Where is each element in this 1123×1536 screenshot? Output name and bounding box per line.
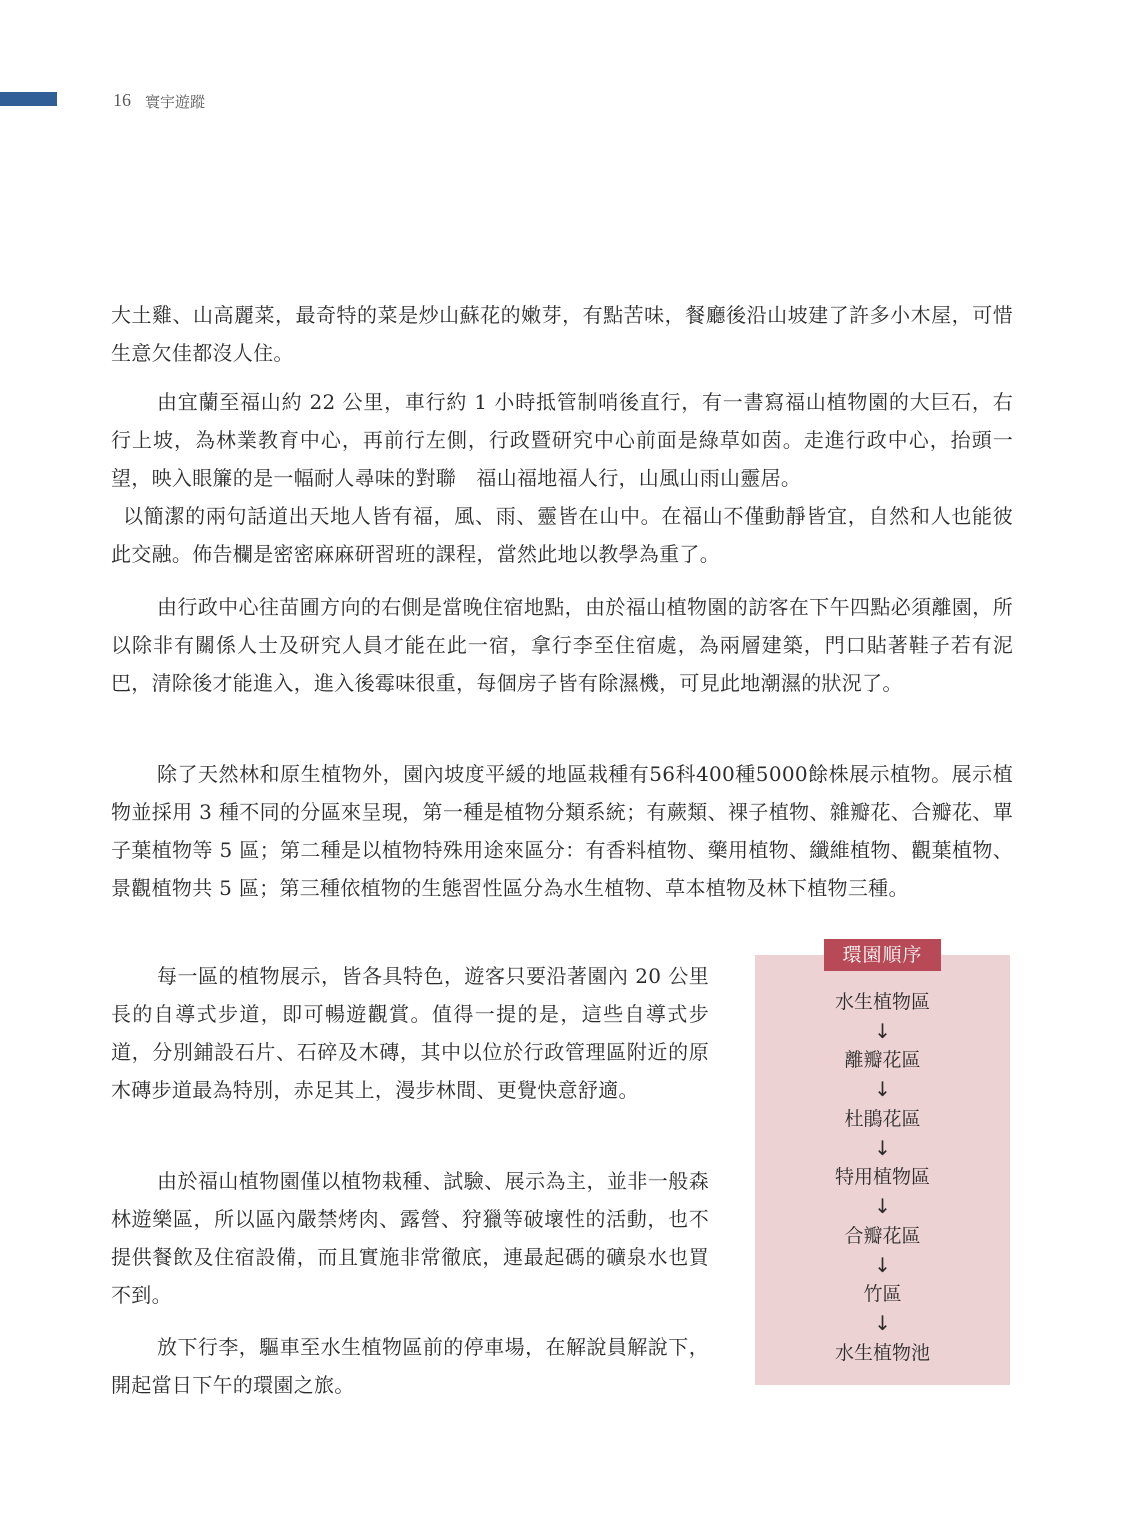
paragraph-5: 每一區的植物展示，皆各具特色，遊客只要沿著園內 20 公里長的自導式步道，即可暢遊觀賞。值得一提的是，這些自導式步道，分別鋪設石片、石碎及木磚，其中以位於行政管理區附近的原木磚步道最為特別，赤足其上，漫步林間、更覺快意舒適。 — [111, 964, 709, 1102]
route-step-2: 離瓣花區 — [844, 1049, 921, 1071]
paragraph-4: 除了天然林和原生植物外，園內坡度平緩的地區栽種有56科400種5000餘株展示植物。展示植物並採用 3 種不同的分區來呈現，第一種是植物分類系統；有蕨類、裸子植物、雜瓣花、合瓣花、單子葉植物等 5 區；第二種是以植物特殊用途來區分：有香料植物、藥用植物、纖維植物、觀葉植物、景觀植物共 5 區；第三種依植物的生態習性區分為水生植物、草本植物及林下植物三種。 — [111, 762, 1013, 900]
route-step-6: 竹區 — [863, 1283, 902, 1305]
paragraph-2-continued: 以簡潔的兩句話道出天地人皆有福，風、雨、靈皆在山中。在福山不僅動靜皆宜，自然和人也能彼此交融。佈告欄是密密麻麻研習班的課程，當然此地以教學為重了。 — [111, 504, 1013, 566]
route-step-4: 特用植物區 — [834, 1166, 930, 1188]
paragraph-3: 由行政中心往苗圃方向的右側是當晚住宿地點，由於福山植物園的訪客在下午四點必須離園，所以除非有關係人士及研究人員才能在此一宿，拿行李至住宿處，為兩層建築，門口貼著鞋子若有泥巴，清除後才能進入，進入後霉味很重，每個房子皆有除濕機，可見此地潮濕的狀況了。 — [111, 595, 1013, 695]
running-title: 寰宇遊蹤 — [145, 93, 206, 111]
route-step-3: 杜鵑花區 — [844, 1108, 921, 1130]
down-arrow-icon: ↓ — [874, 1019, 891, 1043]
down-arrow-icon: ↓ — [874, 1194, 891, 1218]
sidebar-title: 環園順序 — [824, 939, 941, 971]
route-step-1: 水生植物區 — [834, 991, 930, 1013]
page-number: 16 — [113, 90, 131, 110]
paragraph-2: 由宜蘭至福山約 22 公里，車行約 1 小時抵管制哨後直行，有一書寫福山植物園的大巨石，右行上坡，為林業教育中心，再前行左側，行政暨研究中心前面是綠草如茵。走進行政中心，抬頭一望，映入眼簾的是一幅耐人尋味的對聯 福山福地福人行，山風山雨山靈居。 — [111, 390, 1013, 490]
route-step-7: 水生植物池 — [834, 1342, 930, 1364]
paragraph-6: 由於福山植物園僅以植物栽種、試驗、展示為主，並非一般森林遊樂區，所以區內嚴禁烤肉、露營、狩獵等破壞性的活動，也不提供餐飲及住宿設備，而且實施非常徹底，連最起碼的礦泉水也買不到。 — [111, 1169, 709, 1307]
paragraph-7: 放下行李，驅車至水生植物區前的停車場，在解說員解說下，開起當日下午的環園之旅。 — [111, 1335, 709, 1397]
header-accent-bar — [0, 92, 57, 106]
route-step-5: 合瓣花區 — [844, 1225, 921, 1247]
paragraph-1: 大土雞、山高麗菜，最奇特的菜是炒山蘇花的嫩芽，有點苦味，餐廳後沿山坡建了許多小木屋，可惜生意欠佳都沒人住。 — [111, 303, 1013, 365]
down-arrow-icon: ↓ — [874, 1253, 891, 1277]
down-arrow-icon: ↓ — [874, 1136, 891, 1160]
down-arrow-icon: ↓ — [874, 1311, 891, 1335]
down-arrow-icon: ↓ — [874, 1077, 891, 1101]
